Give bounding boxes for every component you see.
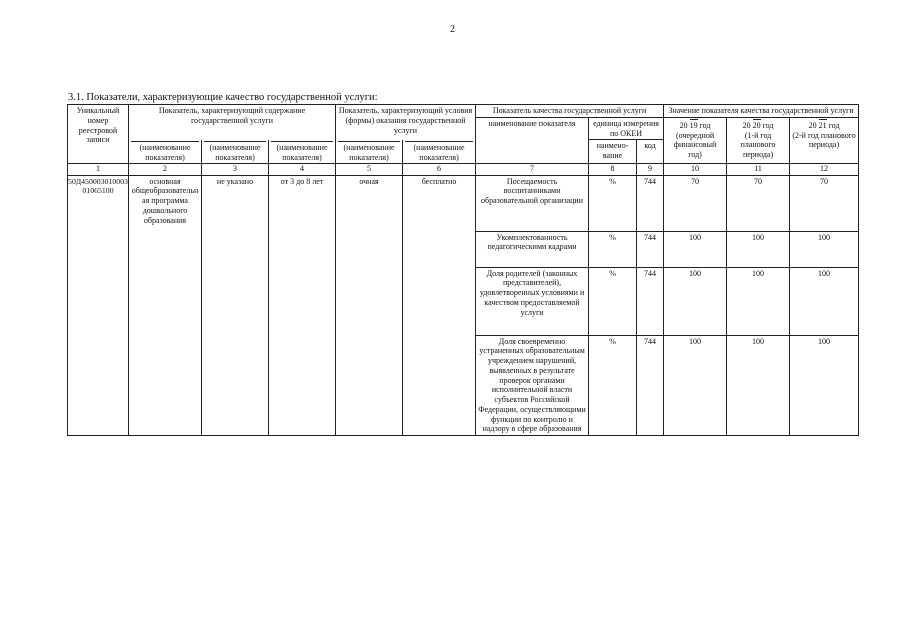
year-3-prefix: 20 (808, 120, 817, 130)
header-unit-name: наимено-вание (589, 140, 637, 164)
year-3-num: 21 (818, 120, 827, 130)
param-label-4: (наименование показателя) (336, 140, 403, 164)
header-quality-group: Показатель качества государственной услуги (476, 105, 664, 118)
year-1-prefix: 20 (679, 120, 688, 130)
indicator-unit: % (589, 175, 637, 231)
indicator-value-1: 70 (664, 175, 727, 231)
header-unit-okei: единица измерения по ОКЕИ (589, 117, 664, 140)
col-index: 10 (664, 164, 727, 175)
year-1-desc: (очередной финансовый год) (673, 130, 717, 159)
indicator-value-1: 100 (664, 267, 727, 335)
col-index: 11 (727, 164, 790, 175)
record-age: от 3 до 8 лет (269, 175, 336, 436)
header-year-1 (664, 117, 727, 164)
table-row (68, 175, 859, 231)
indicator-code: 744 (637, 231, 664, 267)
header-indicator-name: наименование показателя (476, 117, 589, 164)
header-row-1 (68, 105, 859, 118)
record-payment: бесплатно (403, 175, 476, 436)
section-title: 3.1. Показатели, характеризующие качество государственной услуги: (68, 92, 378, 103)
indicator-unit: % (589, 267, 637, 335)
year-2-num: 20 (752, 120, 761, 130)
indicator-value-3: 100 (790, 335, 859, 436)
indicator-value-2: 100 (727, 335, 790, 436)
year-2-prefix: 20 (742, 120, 751, 130)
param-label-5: (наименование показателя) (403, 140, 476, 164)
col-index: 6 (403, 164, 476, 175)
indicator-unit: % (589, 231, 637, 267)
col-index: 4 (269, 164, 336, 175)
header-year-2 (727, 117, 790, 164)
header-record-id: Уникальный номер реестровой записи (68, 105, 129, 164)
col-index: 7 (476, 164, 589, 175)
quality-indicators-table (67, 104, 859, 436)
indicator-value-3: 100 (790, 231, 859, 267)
header-content-group: Показатель, характеризующий содержание государственной услуги (129, 105, 336, 140)
param-label-2: (наименование показателя) (202, 140, 269, 164)
year-1-num: 19 (689, 120, 698, 130)
col-index: 5 (336, 164, 403, 175)
column-index-row (68, 164, 859, 175)
header-conditions-group: Показатель, характеризующий условия (формы) оказания государственной услуги (336, 105, 476, 140)
col-index: 8 (589, 164, 637, 175)
indicator-value-1: 100 (664, 335, 727, 436)
indicator-value-2: 100 (727, 267, 790, 335)
header-values-group: Значение показателя качества государственной услуги (664, 105, 859, 118)
col-index: 2 (129, 164, 202, 175)
year-2-desc: (1-й год планового периода) (740, 130, 776, 159)
record-category: не указано (202, 175, 269, 436)
indicator-name: Укомплектованность педагогическими кадрами (476, 231, 589, 267)
indicator-value-3: 70 (790, 175, 859, 231)
indicator-value-2: 100 (727, 231, 790, 267)
year-3-word: год (828, 120, 840, 130)
indicator-code: 744 (637, 175, 664, 231)
page-number: 2 (450, 24, 455, 35)
header-year-3 (790, 117, 859, 164)
indicator-code: 744 (637, 335, 664, 436)
indicator-value-3: 100 (790, 267, 859, 335)
col-index: 1 (68, 164, 129, 175)
record-id: 50Д45000301000301065100 (68, 175, 129, 436)
year-1-word: год (699, 120, 711, 130)
indicator-unit: % (589, 335, 637, 436)
col-index: 12 (790, 164, 859, 175)
col-index: 9 (637, 164, 664, 175)
record-form: очная (336, 175, 403, 436)
record-program: основная общеобразовательная программа дошкольного образования (129, 175, 202, 436)
param-label-3: (наименование показателя) (269, 140, 336, 164)
indicator-name: Доля родителей (законных представителей), удовлетворенных условиями и качеством предоставляемой услуги (476, 267, 589, 335)
param-label-1: (наименование показателя) (129, 140, 202, 164)
col-index: 3 (202, 164, 269, 175)
year-3-desc: (2-й год планового периода) (792, 130, 856, 150)
indicator-name: Доля своевременно устраненных образовательным учреждением нарушений, выявленных в результате проверок органами исполнительной власти субъектов Российской Федерации, осуществляющими функции по контролю и надзору в сфере образования (476, 335, 589, 436)
year-2-word: год (762, 120, 774, 130)
indicator-name: Посещаемость воспитанниками образовательной организации (476, 175, 589, 231)
indicator-code: 744 (637, 267, 664, 335)
header-unit-code: код (637, 140, 664, 164)
indicator-value-1: 100 (664, 231, 727, 267)
indicator-value-2: 70 (727, 175, 790, 231)
